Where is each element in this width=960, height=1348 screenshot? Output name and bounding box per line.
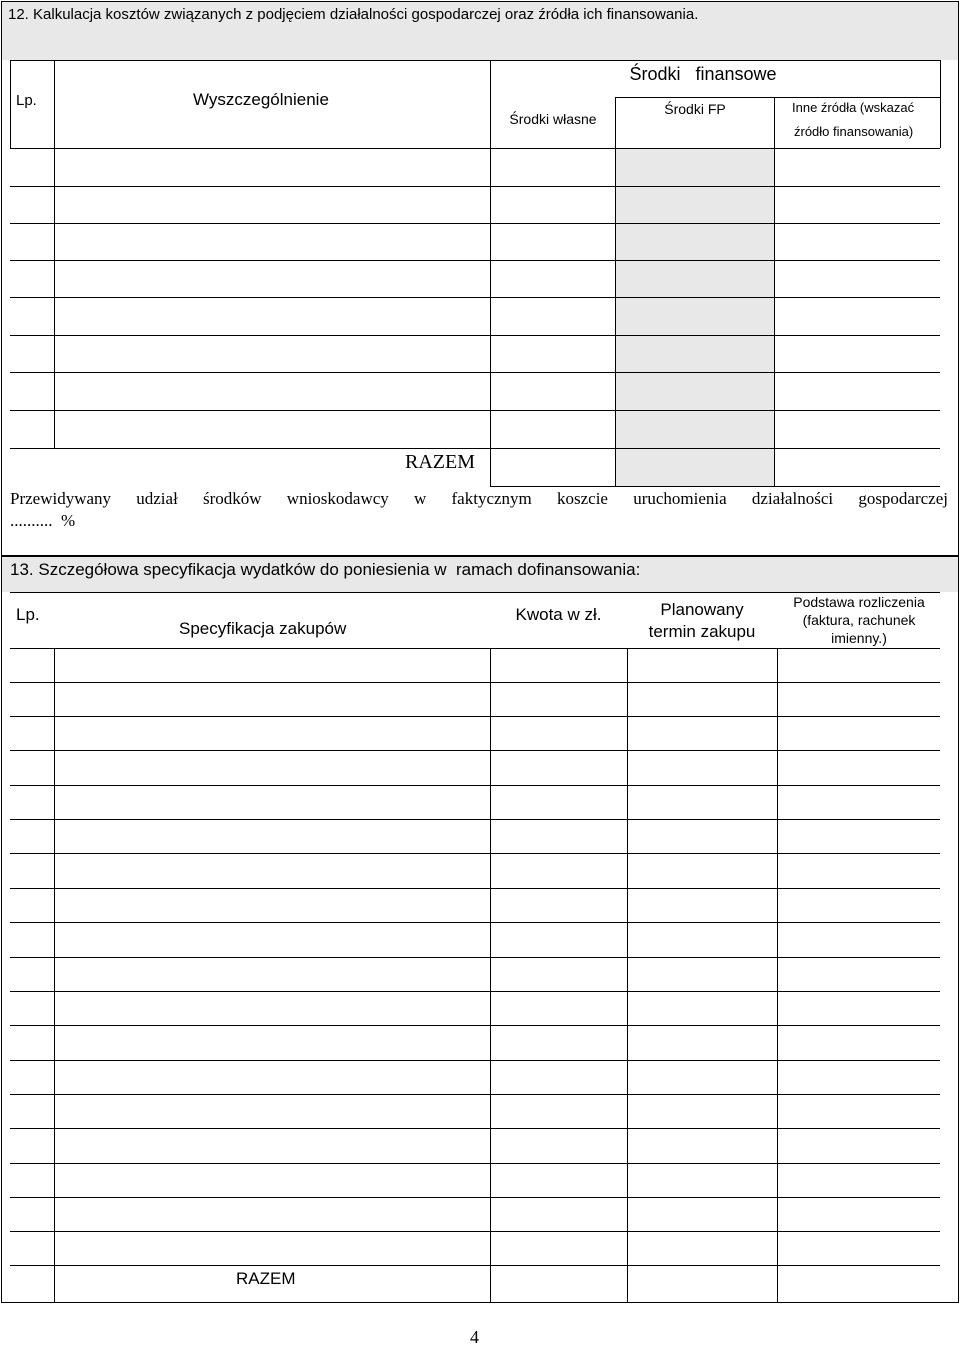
spec-col-items-header: Specyfikacja zakupów (179, 619, 347, 638)
section-13-title: 13. Szczegółowa specyfikacja wydatków do poniesienia w ramach dofinansowania: (10, 560, 641, 579)
spec-col-amount-header: Kwota w zł. (515, 605, 602, 624)
col-lp-header: Lp. (16, 92, 37, 109)
section-12-total-label: RAZEM (405, 451, 475, 473)
fp-column-shade (616, 148, 774, 486)
spec-col-basis-line3: imienny.) (831, 630, 887, 646)
own-funds-header: Środki własne (509, 111, 597, 127)
funds-group-header: Środki finansowe (629, 64, 777, 84)
page-number: 4 (470, 1327, 479, 1347)
col-item-header: Wyszczególnienie (193, 90, 329, 109)
section-13-total-label: RAZEM (236, 1269, 296, 1288)
section-13-frame (1, 556, 959, 1303)
other-sources-header-line2: źródło finansowania) (794, 124, 914, 139)
section-12-title: 12. Kalkulacja kosztów związanych z podjęciem działalności gospodarczej oraz źródła ich finansowania. (8, 6, 699, 23)
fp-funds-header: Środki FP (664, 101, 726, 117)
spec-col-basis-line2: (faktura, rachunek (802, 612, 916, 628)
other-sources-header-line1: Inne źródła (wskazać (792, 100, 915, 115)
spec-col-term-line2: termin zakupu (648, 622, 756, 641)
applicant-share-text: Przewidywany udział środków wnioskodawcy w faktycznym koszcie uruchomienia działalności gospodarczej (10, 489, 948, 508)
spec-col-lp-header: Lp. (16, 605, 40, 624)
spec-col-term-line1: Planowany (660, 600, 744, 619)
applicant-share-value[interactable]: .......... % (10, 511, 76, 530)
spec-col-basis-line1: Podstawa rozliczenia (793, 594, 925, 610)
